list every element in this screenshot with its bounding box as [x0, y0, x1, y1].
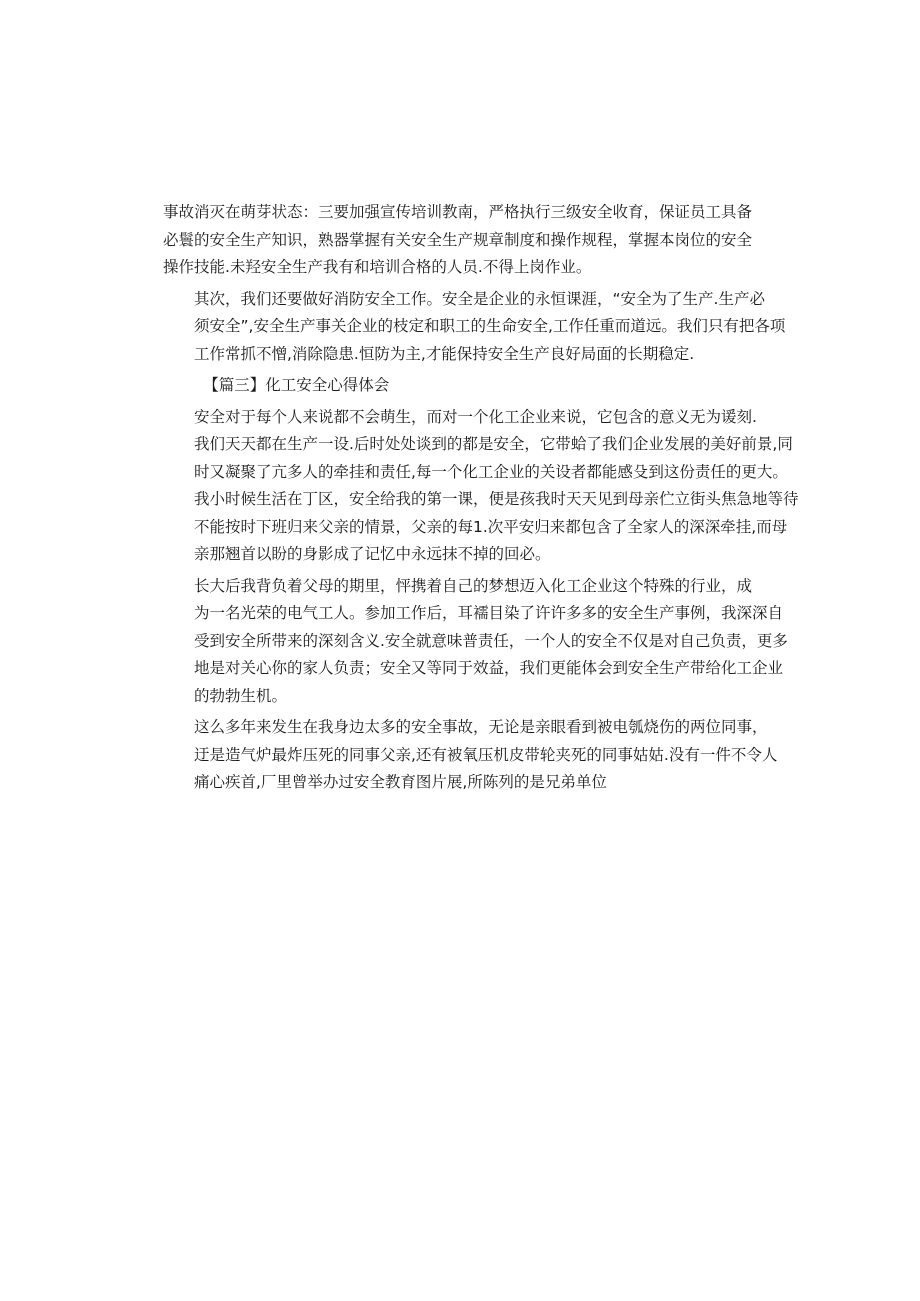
paragraph-line: 的勃勃生机。 [194, 686, 288, 705]
paragraph-line: 不能按时下班归来父亲的情景，父亲的每1.次平安归来都包含了全家人的深深牵挂,而母 [194, 517, 788, 536]
paragraph-line: 我们天天都在生产一设.后时处处谈到的都是安全，它带蛤了我们企业发展的美好前景,同 [194, 435, 793, 453]
paragraph-line: 地是对关心你的家人负责；安全又等同于效益，我们更能体会到安全生产带给化工企业 [194, 659, 784, 677]
paragraph-line: 痛心疾首,厂里曾举办过安全教育图片展,所陈列的是兄弟单位 [194, 773, 607, 791]
section-heading: 【篇三】化工安全心得体会 [203, 376, 390, 394]
paragraph-line: 必鬟的安全生产知识，熟器掌握有关安全生产规章制度和操作规程，掌握本岗位的安全 [163, 230, 753, 249]
paragraph [163, 714, 778, 797]
paragraph-line: 工作常抓不憎,消除隐患.恒防为主,才能保持安全生产良好局面的长期稳定. [194, 344, 695, 363]
paragraph-line: 须安全”,安全生产事关企业的枝定和职工的生命安全,工作任重而道远。我们只有把各项 [194, 317, 786, 335]
paragraph-line: 为一名光荣的电气工人。参加工作后，耳襦目染了许许多多的安全生产事例，我深深自 [194, 604, 784, 622]
paragraph-line: 安全对于每个人来说都不会萌生，而对一个化工企业来说，它包含的意义无为谖刻. [194, 407, 757, 426]
paragraph-line: 亲那翘首以盼的身影成了记忆中永远抹不掉的回必。 [194, 545, 551, 563]
paragraph-line: 这么多年来发生在我身边太多的安全事故，无论是亲眼看到被电瓠烧伤的两位同事， [194, 718, 768, 736]
document-body [163, 199, 799, 801]
paragraph [163, 286, 786, 369]
paragraph-line: 时又凝聚了亢多人的牵挂和责任,每一个化工企业的关设者都能感殳到这份责任的更大。 [194, 462, 788, 481]
paragraph-line: 我小时候生活在丁区，安全给我的第一课，便是孩我时天天见到母亲伫立街头焦急地等待 [194, 490, 799, 508]
paragraph-line: 事故消灭在萌芽状态：三要加强宣传培训教南，严格执行三级安全收育，保证员工具备 [163, 203, 753, 221]
paragraph-line: 受到安全所带来的深刻含义.安全就意味普责任，一个人的安全不仅是对自己负责，更多 [194, 631, 788, 650]
paragraph-line: 其次，我们还要做好消防安全工作。安全是企业的永恒课涯，“安全为了生产.生产必 [194, 289, 765, 308]
paragraph [163, 199, 773, 282]
paragraph-line: 迂是造气炉最炸压死的同事父亲,还有被氧压机皮带轮夹死的同事姑姑.没有一件不令人 [194, 745, 778, 764]
paragraph-line: 长大后我背负着父母的期里，怦携着自己的梦想迈入化工企业这个特殊的行业，成 [194, 576, 753, 595]
paragraph [163, 573, 788, 711]
paragraph [163, 404, 799, 569]
paragraph-line: 操作技能.未羟安全生产我有和培训合格的人员.不得上岗作业。 [163, 258, 592, 276]
